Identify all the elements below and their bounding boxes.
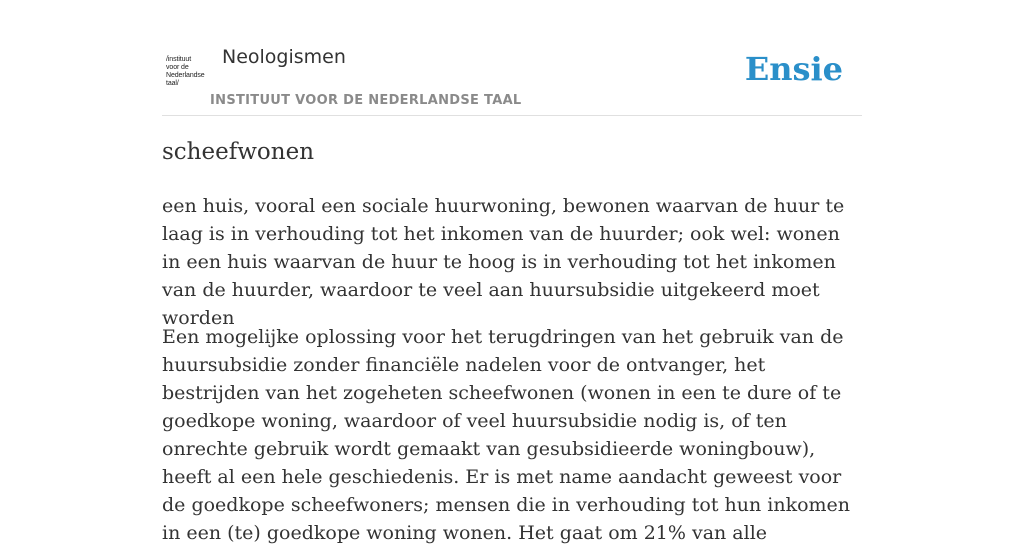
institute-logo[interactable] bbox=[166, 56, 208, 90]
entry-definition: een huis, vooral een sociale huurwoning, bewonen waarvan de huur te laag is in verhouding tot het inkomen van de huurder; ook wel: wonen in een huis waarvan de huur te hoog is in verhouding tot het inkomen van de huurder, waardoor te veel aan huursubsidie uitgekeerd moet worden bbox=[162, 195, 845, 329]
entry-example: Een mogelijke oplossing voor het terugdringen van het gebruik van de huursubsidie zonder financiële nadelen voor de ontvanger, het bestrijden van het zogeheten scheefwonen (wonen in een te dure of te goedkope woning, waardoor of veel huursubsidie nodig is, of ten onrechte gebruik wordt gemaakt van gesubsidieerde woningbouw), heeft al een hele geschiedenis. Er is met name aandacht geweest voor de goedkope scheefwoners; mensen die in verhouding tot hun inkomen in een (te) goedkope woning wonen. Het gaat om 21% van alle bbox=[162, 326, 851, 544]
site-title-link[interactable]: Neologismen bbox=[222, 46, 346, 68]
page bbox=[162, 0, 862, 544]
logo-line: Nederlandse bbox=[166, 72, 205, 79]
logo-line: voor de bbox=[166, 64, 189, 71]
entry-headword: scheefwonen bbox=[162, 139, 315, 165]
institute-name: INSTITUUT VOOR DE NEDERLANDSE TAAL bbox=[210, 93, 522, 108]
site-header bbox=[162, 0, 862, 116]
logo-line: /instituut bbox=[166, 56, 192, 63]
ensie-logo-link[interactable]: Ensie bbox=[744, 50, 843, 88]
logo-line: taal/ bbox=[166, 80, 179, 87]
